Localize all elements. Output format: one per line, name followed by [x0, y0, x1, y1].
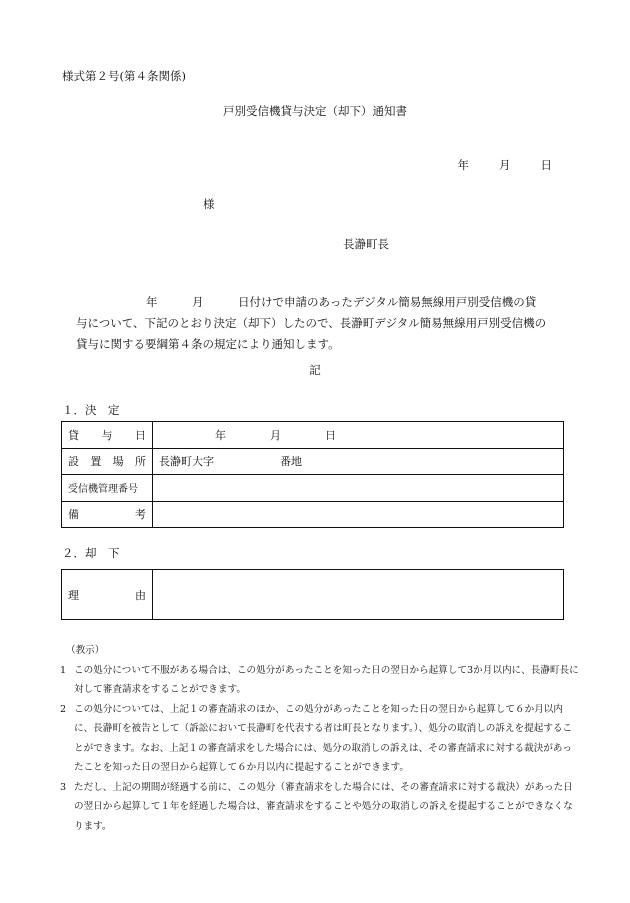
install-location-value[interactable]: 長瀞町大字 番地 [153, 448, 564, 475]
date-month: 月 [499, 158, 511, 172]
appeal-notice [60, 641, 580, 836]
rejection-heading: ２．却 下 [62, 546, 120, 560]
label-char: 場 [112, 455, 124, 469]
table-row [62, 570, 564, 620]
install-location-label [68, 453, 152, 469]
row-label-reason [62, 570, 153, 620]
table-row [62, 448, 564, 475]
document-title: 戸別受信機貸与決定（却下）通知書 [223, 104, 407, 118]
receiver-number-label: 受信機管理番号 [62, 475, 153, 502]
label-char: 貸 [68, 428, 79, 442]
lending-date-label [68, 427, 152, 443]
notice-item-number: 1 [60, 664, 67, 676]
remarks-label [68, 506, 152, 522]
lending-date-value[interactable]: 年 月 日 [153, 422, 564, 449]
list-item [60, 661, 580, 700]
decision-table [61, 421, 564, 528]
date-year: 年 [457, 158, 469, 172]
label-char: 設 [68, 455, 79, 469]
label-char: 備 [68, 508, 79, 522]
decision-heading: １．決 定 [62, 403, 120, 417]
label-char: 考 [135, 508, 146, 522]
label-char: 所 [134, 455, 146, 469]
table-row [62, 501, 564, 528]
notice-item-text: ただし、上記の期間が経過する前に、この処分（審査請求をした場合には、その審査請求に対する裁決）があった日の翌日から起算して１年を経過した場合は、審査請求をすることや処分の取消しの訴えを提起することができなくなります。 [74, 781, 573, 832]
date-day: 日 [540, 158, 552, 172]
addressee-suffix: 様 [203, 197, 215, 211]
body-paragraph [76, 292, 556, 355]
label-char: 由 [135, 588, 146, 602]
body-line-2: 与について、下記のとおり決定（却下）したので、長瀞町デジタル簡易無線用戸別受信機の [76, 316, 547, 330]
label-char: 理 [68, 588, 79, 602]
notice-heading: （教示） [66, 645, 105, 656]
issue-date [458, 157, 553, 173]
issuer-name: 長瀞町長 [343, 237, 389, 251]
notice-item-number: 2 [60, 703, 67, 715]
notice-item-text: この処分については、上記１の審査請求のほか、この処分があったことを知った日の翌日から起算して６か月以内に、長瀞町を被告として（訴訟において長瀞町を代表する者は町長となります。）、処分の取消しの訴えを提起することができます。なお、上記１の審査請求をした場合には、処分の取消しの訴えは、その審査請求に対する裁決があったことを知った日の翌日から起算して６か月以内に提起することができます。 [74, 703, 573, 773]
label-char: 与 [101, 428, 113, 442]
body-line-1: 年 月 日付けで申請のあったデジタル簡易無線用戸別受信機の貸 [146, 295, 537, 309]
notice-item-text: この処分について不服がある場合は、この処分があったことを知った日の翌日から起算して3か月以内に、長瀞町長に対して審査請求をすることができます。 [74, 664, 579, 695]
list-item [60, 778, 580, 837]
label-char: 置 [90, 455, 102, 469]
table-row [62, 422, 564, 449]
reason-value[interactable] [153, 570, 564, 620]
label-char: 日 [135, 428, 146, 442]
table-row [62, 475, 564, 502]
row-label-install-location [62, 448, 153, 475]
reason-label [68, 587, 152, 603]
receiver-number-value[interactable] [153, 475, 564, 502]
remarks-value[interactable] [153, 501, 564, 528]
form-number: 様式第２号(第４条関係) [62, 69, 186, 83]
rejection-table [61, 569, 564, 620]
row-label-remarks [62, 501, 153, 528]
row-label-lending-date [62, 422, 153, 449]
body-line-3: 貸与に関する要綱第４条の規定により通知します。 [76, 337, 340, 351]
notice-item-number: 3 [60, 781, 67, 793]
list-item [60, 700, 580, 778]
ki-heading: 記 [309, 363, 321, 377]
